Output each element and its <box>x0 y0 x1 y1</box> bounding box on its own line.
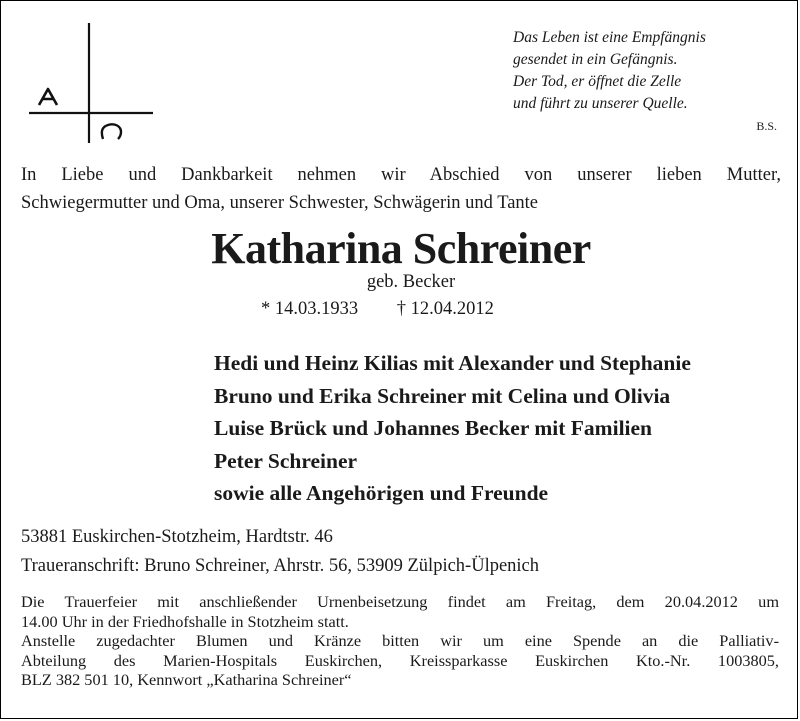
address-block <box>21 523 539 581</box>
poem <box>513 27 779 115</box>
life-dates <box>261 298 494 320</box>
intro-text <box>21 161 781 217</box>
info-line: Die Trauerfeier mit anschließender Urnenbeisetzung findet am Freitag, dem 20.04.2012 um <box>21 592 779 611</box>
mourner-line: sowie alle Angehörigen und Freunde <box>214 481 549 505</box>
alpha-letter-icon <box>39 89 57 105</box>
mourner-line: Hedi und Heinz Kilias mit Alexander und Stephanie <box>214 351 691 375</box>
poem-line: Der Tod, er öffnet die Zelle <box>513 73 682 90</box>
mourner-line: Luise Brück und Johannes Becker mit Familien <box>214 416 653 440</box>
deceased-name: Katharina Schreiner <box>211 224 591 273</box>
death-date: † 12.04.2012 <box>396 299 494 319</box>
mourner-line: Bruno und Erika Schreiner mit Celina und Olivia <box>214 383 671 408</box>
info-line: 14.00 Uhr in der Friedhofshalle in Stotzheim statt. <box>21 611 349 631</box>
residence-address: 53881 Euskirchen-Stotzheim, Hardtstr. 46 <box>21 527 333 547</box>
mourning-address: Traueranschrift: Bruno Schreiner, Ahrstr. 56, 53909 Zülpich-Ülpenich <box>21 556 540 576</box>
poem-author: B.S. <box>756 119 777 133</box>
intro-line: In Liebe und Dankbarkeit nehmen wir Abschied von unserer lieben Mutter, <box>21 165 781 185</box>
mourner-line: Peter Schreiner <box>214 448 358 473</box>
maiden-name: geb. Becker <box>366 272 456 292</box>
poem-line: gesendet in ein Gefängnis. <box>513 51 678 68</box>
intro-line: Schwiegermutter und Oma, unserer Schwester, Schwägerin und Tante <box>21 193 539 213</box>
alpha-omega-cross-icon <box>25 17 165 147</box>
poem-line: Das Leben ist eine Empfängnis <box>513 29 706 46</box>
ceremony-info <box>21 592 779 690</box>
info-line: Abteilung des Marien-Hospitals Euskirchen, Kreissparkasse Euskirchen Kto.-Nr. 1003805, <box>21 650 779 670</box>
info-line: BLZ 382 501 10, Kennwort „Katharina Schreiner“ <box>21 670 352 690</box>
poem-line: und führt zu unserer Quelle. <box>513 95 688 112</box>
birth-date: * 14.03.1933 <box>261 299 359 319</box>
info-line: Anstelle zugedachter Blumen und Kränze bitten wir um eine Spende an die Palliativ- <box>21 631 779 651</box>
mourners-list <box>214 347 691 510</box>
omega-letter-icon <box>102 124 121 139</box>
